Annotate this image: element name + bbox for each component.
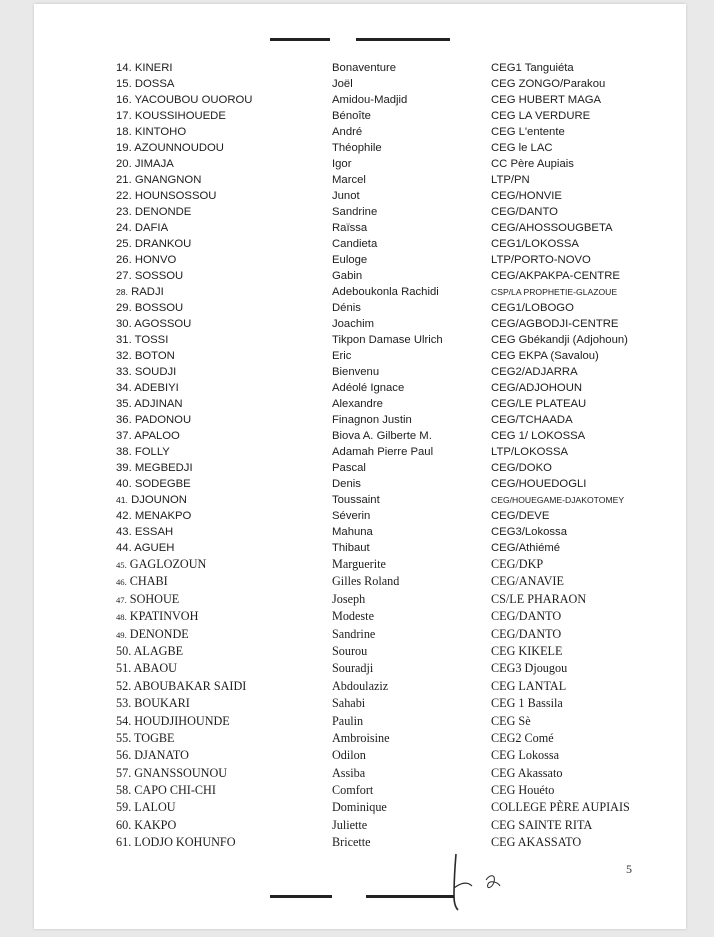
- list-item: [34, 172, 686, 188]
- list-item: [34, 316, 686, 332]
- school: CEG/ANAVIE: [491, 574, 564, 589]
- list-item: [34, 573, 686, 590]
- bottom-divider: [270, 895, 470, 899]
- school: CEG/DANTO: [491, 626, 562, 641]
- surname: 56. DJANATO: [116, 748, 189, 763]
- surname: 58. CAPO CHI-CHI: [116, 783, 216, 798]
- surname: 33. SOUDJI: [116, 366, 177, 378]
- school: CEG SAINTE RITA: [491, 817, 593, 832]
- surname: 20. JIMAJA: [116, 158, 174, 170]
- first-name: Junot: [332, 190, 360, 202]
- list-item: [34, 476, 686, 492]
- list-item: [34, 678, 686, 695]
- list-item: [34, 412, 686, 428]
- school: COLLEGE PÈRE AUPIAIS: [491, 800, 630, 815]
- first-name: Sahabi: [332, 696, 366, 711]
- first-name: Théophile: [332, 142, 382, 154]
- surname: 55. TOGBE: [116, 730, 175, 745]
- surname: 60. KAKPO: [116, 817, 177, 832]
- list-item: [34, 220, 686, 236]
- first-name: Paulin: [332, 713, 364, 728]
- school: CEG Sè: [491, 713, 531, 728]
- list-item: [34, 108, 686, 124]
- school: CC Père Aupiais: [491, 158, 574, 170]
- school: CEG Akassato: [491, 765, 563, 780]
- school: CEG/AHOSSOUGBETA: [491, 222, 613, 234]
- surname: 46. CHABI: [116, 574, 168, 589]
- list-item: [34, 747, 686, 764]
- list-item: [34, 782, 686, 799]
- surname: 34. ADEBIYI: [116, 382, 179, 394]
- school: CEG/HOUEGAME-DJAKOTOMEY: [491, 495, 625, 505]
- first-name: Tikpon Damase Ulrich: [332, 334, 443, 346]
- list-item: [34, 236, 686, 252]
- school: CEG/TCHAADA: [491, 414, 573, 426]
- surname: 53. BOUKARI: [116, 696, 190, 711]
- list-item: [34, 608, 686, 625]
- signature-mark-icon: [438, 852, 508, 912]
- list-item: [34, 268, 686, 284]
- first-name: André: [332, 126, 363, 138]
- school: CEG/AKPAKPA-CENTRE: [491, 270, 620, 282]
- list-item: [34, 524, 686, 540]
- school: CEG Lokossa: [491, 748, 560, 763]
- surname: 27. SOSSOU: [116, 270, 184, 282]
- list-item: [34, 252, 686, 268]
- school: CEG LA VERDURE: [491, 110, 591, 122]
- first-name: Thibaut: [332, 542, 370, 554]
- school: CEG1 Tanguiéta: [491, 62, 574, 74]
- first-name: Abdoulaziz: [332, 678, 389, 693]
- surname: 35. ADJINAN: [116, 398, 183, 410]
- first-name: Dénis: [332, 302, 361, 314]
- participant-list: [34, 60, 686, 852]
- list-item: [34, 834, 686, 851]
- page-number: 5: [626, 862, 632, 876]
- first-name: Mahuna: [332, 526, 373, 538]
- first-name: Raïssa: [332, 222, 368, 234]
- school: CEG/HONVIE: [491, 190, 562, 202]
- surname: 30. AGOSSOU: [116, 318, 192, 330]
- school: CEG/DOKO: [491, 462, 552, 474]
- first-name: Finagnon Justin: [332, 414, 412, 426]
- surname: 48. KPATINVOH: [116, 609, 199, 624]
- school: LTP/PN: [491, 174, 530, 186]
- school: CEG/HOUEDOGLI: [491, 478, 587, 490]
- surname: 18. KINTOHO: [116, 126, 187, 138]
- school: CEG Gbékandji (Adjohoun): [491, 334, 628, 346]
- surname: 52. ABOUBAKAR SAIDI: [116, 678, 247, 693]
- school: CEG 1/ LOKOSSA: [491, 430, 586, 442]
- school: CEG/AGBODJI-CENTRE: [491, 318, 619, 330]
- list-item: [34, 332, 686, 348]
- school: CEG2 Comé: [491, 730, 554, 745]
- school: CEG EKPA (Savalou): [491, 350, 599, 362]
- list-item: [34, 76, 686, 92]
- first-name: Igor: [332, 158, 352, 170]
- school: CEG Houéto: [491, 783, 555, 798]
- list-item: [34, 92, 686, 108]
- first-name: Joseph: [332, 591, 366, 606]
- list-item: [34, 428, 686, 444]
- list-item: [34, 444, 686, 460]
- first-name: Comfort: [332, 783, 374, 798]
- list-item: [34, 204, 686, 220]
- surname: 57. GNANSSOUNOU: [116, 765, 228, 780]
- surname: 16. YACOUBOU OUOROU: [116, 94, 253, 106]
- first-name: Sourou: [332, 643, 368, 658]
- school: CEG/DANTO: [491, 206, 558, 218]
- first-name: Alexandre: [332, 398, 383, 410]
- surname: 50. ALAGBE: [116, 643, 184, 658]
- list-item: [34, 380, 686, 396]
- school: CEG1/LOKOSSA: [491, 238, 579, 250]
- list-item: [34, 156, 686, 172]
- surname: 45. GAGLOZOUN: [116, 557, 207, 571]
- list-item: [34, 348, 686, 364]
- surname: 40. SODEGBE: [116, 478, 191, 490]
- school: CEG/DEVE: [491, 510, 550, 522]
- school: LTP/LOKOSSA: [491, 446, 569, 458]
- surname: 49. DENONDE: [116, 626, 189, 641]
- surname: 26. HONVO: [116, 254, 177, 266]
- list-item: [34, 492, 686, 508]
- list-item: [34, 364, 686, 380]
- first-name: Bienvenu: [332, 366, 380, 378]
- list-item: [34, 591, 686, 608]
- surname: 25. DRANKOU: [116, 238, 192, 250]
- first-name: Juliette: [332, 817, 368, 832]
- first-name: Adéolé Ignace: [332, 382, 405, 394]
- school: LTP/PORTO-NOVO: [491, 254, 591, 266]
- first-name: Amidou-Madjid: [332, 94, 408, 106]
- list-item: [34, 540, 686, 556]
- school: CEG 1 Bassila: [491, 696, 563, 711]
- first-name: Sandrine: [332, 626, 376, 641]
- school: CEG LANTAL: [491, 678, 567, 693]
- surname: 19. AZOUNNOUDOU: [116, 142, 224, 154]
- surname: 61. LODJO KOHUNFO: [116, 835, 236, 850]
- first-name: Marcel: [332, 174, 366, 186]
- first-name: Bonaventure: [332, 62, 397, 74]
- surname: 38. FOLLY: [116, 446, 170, 458]
- first-name: Candieta: [332, 238, 378, 250]
- surname: 37. APALOO: [116, 430, 180, 442]
- first-name: Toussaint: [332, 494, 380, 506]
- surname: 15. DOSSA: [116, 78, 175, 90]
- list-item: [34, 730, 686, 747]
- list-item: [34, 695, 686, 712]
- top-divider: [270, 38, 450, 42]
- surname: 36. PADONOU: [116, 414, 192, 426]
- school: CEG2/ADJARRA: [491, 366, 578, 378]
- list-item: [34, 284, 686, 300]
- list-item: [34, 643, 686, 660]
- list-item: [34, 765, 686, 782]
- surname: 22. HOUNSOSSOU: [116, 190, 217, 202]
- first-name: Gabin: [332, 270, 363, 282]
- surname: 51. ABAOU: [116, 661, 177, 676]
- first-name: Biova A. Gilberte M.: [332, 430, 432, 442]
- school: CEG1/LOBOGO: [491, 302, 574, 314]
- first-name: Modeste: [332, 609, 374, 624]
- school: CEG/DKP: [491, 557, 544, 571]
- first-name: Adamah Pierre Paul: [332, 446, 434, 458]
- surname: 31. TOSSI: [116, 334, 169, 346]
- school: CEG ZONGO/Parakou: [491, 78, 606, 90]
- school: CEG le LAC: [491, 142, 553, 154]
- first-name: Pascal: [332, 462, 366, 474]
- first-name: Dominique: [332, 800, 387, 815]
- list-item: [34, 460, 686, 476]
- first-name: Eric: [332, 350, 352, 362]
- list-item: [34, 799, 686, 816]
- surname: 14. KINERI: [116, 62, 173, 74]
- school: CEG KIKELE: [491, 643, 563, 658]
- school: CEG/DANTO: [491, 609, 562, 624]
- surname: 21. GNANGNON: [116, 174, 202, 186]
- surname: 17. KOUSSIHOUEDE: [116, 110, 226, 122]
- list-item: [34, 817, 686, 834]
- surname: 28. RADJI: [116, 286, 164, 298]
- list-item: [34, 300, 686, 316]
- surname: 24. DAFIA: [116, 222, 169, 234]
- list-item: [34, 60, 686, 76]
- list-item: [34, 188, 686, 204]
- school: CEG/ADJOHOUN: [491, 382, 583, 394]
- surname: 32. BOTON: [116, 350, 175, 362]
- list-item: [34, 124, 686, 140]
- surname: 23. DENONDE: [116, 206, 192, 218]
- list-item: [34, 396, 686, 412]
- list-item: [34, 626, 686, 643]
- list-item: [34, 713, 686, 730]
- first-name: Euloge: [332, 254, 368, 266]
- surname: 41. DJOUNON: [116, 494, 187, 506]
- school: CEG/LE PLATEAU: [491, 398, 587, 410]
- first-name: Bricette: [332, 835, 371, 850]
- list-item: [34, 556, 686, 573]
- school: CEG3 Djougou: [491, 661, 568, 676]
- school: CEG AKASSATO: [491, 835, 582, 850]
- surname: 43. ESSAH: [116, 526, 174, 538]
- school: CEG3/Lokossa: [491, 526, 567, 538]
- first-name: Ambroisine: [332, 730, 390, 745]
- first-name: Denis: [332, 478, 361, 490]
- first-name: Marguerite: [332, 557, 386, 571]
- first-name: Assiba: [332, 765, 366, 780]
- surname: 54. HOUDJIHOUNDE: [116, 713, 230, 728]
- surname: 29. BOSSOU: [116, 302, 184, 314]
- school: CEG/Athiémé: [491, 542, 561, 554]
- first-name: Séverin: [332, 510, 371, 522]
- school: CEG HUBERT MAGA: [491, 94, 602, 106]
- school: CS/LE PHARAON: [491, 591, 587, 606]
- first-name: Souradji: [332, 661, 374, 676]
- list-item: [34, 660, 686, 677]
- first-name: Odilon: [332, 748, 366, 763]
- first-name: Gilles Roland: [332, 574, 400, 589]
- school: CEG L'entente: [491, 126, 565, 138]
- surname: 47. SOHOUE: [116, 591, 180, 606]
- first-name: Bénoîte: [332, 110, 371, 122]
- first-name: Joël: [332, 78, 353, 90]
- document-page: [34, 4, 686, 929]
- first-name: Sandrine: [332, 206, 378, 218]
- first-name: Joachim: [332, 318, 375, 330]
- surname: 42. MENAKPO: [116, 510, 192, 522]
- school: CSP/LA PROPHETIE-GLAZOUE: [491, 287, 618, 297]
- list-item: [34, 140, 686, 156]
- first-name: Adeboukonla Rachidi: [332, 286, 439, 298]
- surname: 59. LALOU: [116, 800, 176, 815]
- surname: 39. MEGBEDJI: [116, 462, 193, 474]
- surname: 44. AGUEH: [116, 542, 175, 554]
- list-item: [34, 508, 686, 524]
